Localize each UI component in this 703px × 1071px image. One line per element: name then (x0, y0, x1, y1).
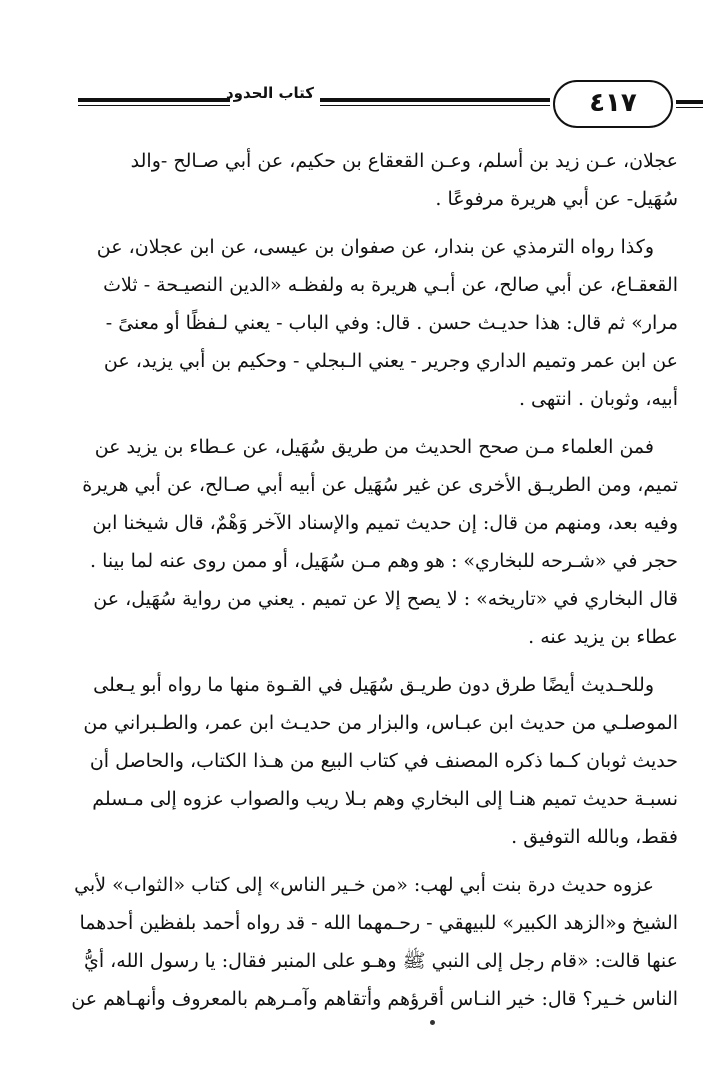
text-line: عطاء بن يزيد عنه . (528, 626, 678, 648)
page-number: ٤١٧ (553, 80, 673, 128)
header-rule-right (676, 100, 703, 104)
text-line: عن ابن عمر وتميم الداري وجرير - يعني الـبجلي - وحكيم بن أبي يزيد، عن (103, 350, 678, 372)
text-line: الشيخ و«الزهد الكبير» للبيهقي - رحـمهما الله - قد رواه أحمد بلفظين أحدهما (79, 912, 678, 934)
header-rule-middle (320, 98, 550, 102)
footer-dot (430, 1020, 435, 1025)
header-rule-left (78, 98, 230, 102)
text-line: عنها قالت: «قام رجل إلى النبي ﷺ وهـو على المنبر فقال: يا رسول الله، أيُّ (83, 950, 678, 972)
book-title: كتاب الحدود (225, 84, 314, 102)
paragraph-3 (66, 428, 678, 656)
paragraph-4 (66, 666, 678, 856)
text-line: فمن العلماء مـن صحح الحديث من طريق سُهَيل، عن عـطاء بن يزيد عن (94, 436, 654, 458)
text-line: مرار» ثم قال: هذا حديـث حسن . قال: وفي الباب - يعني لـفظًا أو معنىً - (105, 312, 678, 334)
text-line: وفيه بعد، ومنهم من قال: إن حديث تميم والإسناد الآخر وَهْمٌ، قال شيخنا ابن (92, 512, 678, 534)
header-rule-left-thin (78, 105, 230, 106)
text-line: حديث ثوبان كـما ذكره المصنف في كتاب البيع من هـذا الكتاب، والحاصل أن (89, 750, 678, 772)
text-line: تميم، ومن الطريـق الأخرى عن غير سُهَيل عن أبيه أبي صـالح، عن أبي هريرة (82, 474, 678, 496)
text-line: فقط، وبالله التوفيق . (511, 826, 678, 848)
paragraph-2 (66, 228, 678, 418)
text-line: عزوه حديث درة بنت أبي لهب: «من خـير الناس» إلى كتاب «الثواب» لأبي (74, 874, 654, 896)
text-line: عجلان، عـن زيد بن أسلم، وعـن القعقاع بن حكيم، عن أبي صـالح -والد (130, 150, 678, 172)
text-line: القعقـاع، عن أبي صالح، عن أبـي هريرة به ولفظـه «الدين النصيـحة - ثلاث (103, 274, 678, 296)
header-rule-right-thin (676, 107, 703, 108)
paragraph-5 (66, 866, 678, 1018)
text-line: وكذا رواه الترمذي عن بندار، عن صفوان بن عيسى، عن ابن عجلان، عن (96, 236, 654, 258)
body-text (66, 142, 678, 1018)
text-line: الموصلـي من حديث ابن عبـاس، والبزار من حديـث ابن عمر، والطـبراني من (83, 712, 678, 734)
text-line: الناس خـير؟ قال: خير النـاس أقرؤهم وأتقاهم وآمـرهم بالمعروف وأنهـاهم عن (71, 988, 678, 1010)
text-line: نسبـة حديث تميم هنـا إلى البخاري وهم بـلا ريب والصواب عزوه إلى مـسلم (92, 788, 678, 810)
header-rule-middle-thin (320, 105, 550, 106)
page-header (78, 80, 703, 134)
text-line: أبيه، وثوبان . انتهى . (518, 388, 678, 410)
text-line: سُهَيل- عن أبي هريرة مرفوعًا . (435, 188, 678, 210)
text-line: وللحـديث أيضًا طرق دون طريـق سُهَيل في القـوة منها ما رواه أبو يـعلى (93, 674, 654, 696)
text-line: حجر في «شـرحه للبخاري» : هو وهم مـن سُهَيل، أو ممن روى عنه لما بينا . (90, 550, 678, 572)
paragraph-1 (66, 142, 678, 218)
text-line: قال البخاري في «تاريخه» : لا يصح إلا عن تميم . يعني من رواية سُهَيل، عن (93, 588, 678, 610)
